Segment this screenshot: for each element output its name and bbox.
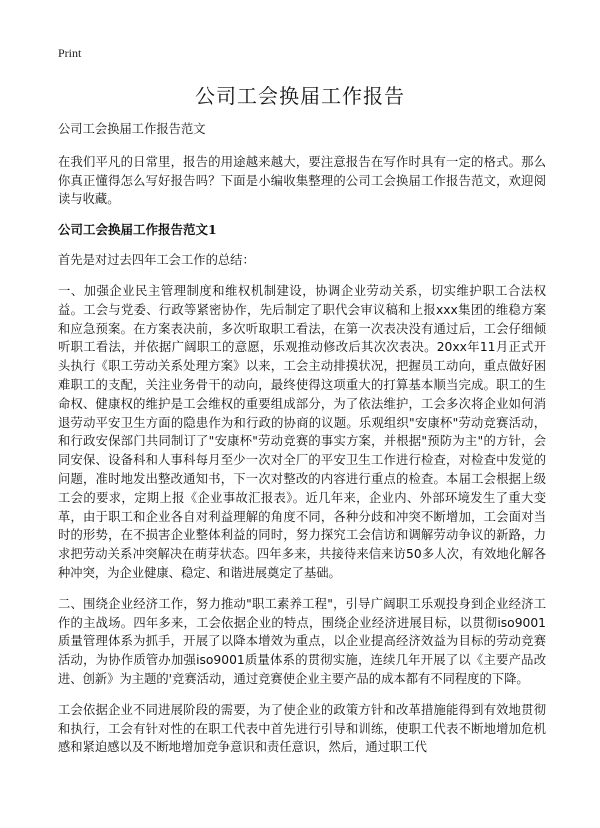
intro-paragraph: 在我们平凡的日常里，报告的用途越来越大，要注意报告在写作时具有一定的格式。那么你真正懂得怎么写好报告吗？下面是小编收集整理的公司工会换届工作报告范文，欢迎阅读与收藏。: [58, 154, 546, 207]
section-heading: 公司工会换届工作报告范文1: [58, 222, 217, 238]
document-body: [58, 120, 546, 769]
document-subtitle: 公司工会换届工作报告范文: [58, 122, 206, 136]
body-paragraph-1: 一、加强企业民主管理制度和维权机制建设，协调企业劳动关系，切实维护职工合法权益。工会与党委、行政等紧密协作，先后制定了职代会审议稿和上报xxx集团的维稳方案和应急预案。在方案表决前，多次听取职工看法，在第一次表决没有通过后，工会仔细倾听职工看法，并依据广阔职工的意愿，乐观推动修改后其次次表决。20xx年11月正式开头执行《职工劳动关系处理方案》以来，工会主动排摸状况，把握员工动向，重点做好困难职工的支配，关注业务骨干的动向，最终使得这项重大的打算基本顺当完成。职工的生命权、健康权的维护是工会维权的重要组成部分，为了依法维护，工会多次将企业如何消退劳动平安卫生方面的隐患作为和行政的协商的议题。乐观组织"安康杯"劳动竞赛活动，和行政安保部门共同制订了"安康杯"劳动竞赛的事实方案，并根据"预防为主"的方针，会同安保、设备科和人事科每月至少一次对全厂的平安卫生工作进行检查，对检查中发觉的问题，准时地发出整改通知书，下一次对整改的内容进行重点的检查。本届工会根据上级工会的要求，定期上报《企业事故汇报表》。近几年来，企业内、外部环境发生了重大变革，由于职工和企业各自对利益理解的角度不同，各种分歧和冲突不断增加，工会面对当时的形势，在不损害企业整体利益的同时，努力探究工会信访和调解劳动争议的新路，力求把劳动关系冲突解决在萌芽状态。四年多来，共接待来信来访50多人次，有效地化解各种冲突，为企业健康、稳定、和谐进展奠定了基础。: [58, 283, 546, 580]
page-title: 公司工会换届工作报告: [195, 84, 405, 108]
body-paragraph-2: 二、围绕企业经济工作，努力推动"职工素养工程"，引导广阔职工乐观投身到企业经济工作的主战场。四年多来，工会依据企业的特点，围绕企业经济进展目标，以贯彻iso9001质量管理体系为抓手，开展了以降本增效为重点，以企业提高经济效益为目标的劳动竞赛活动，为协作质管办加强iso9001质量体系的贯彻实施，连续几年开展了以《主要产品改进、创新》为主题的'竞赛活动，通过竞赛使企业主要产品的成本都有不同程度的下降。: [58, 596, 546, 686]
body-paragraph-3: 工会依据企业不同进展阶段的需要，为了使企业的政策方针和改革措施能得到有效地贯彻和执行，工会有针对性的在职工代表中首先进行引导和训练，使职工代表不断地增加危机感和紧迫感以及不断地增加竞争意识和责任意识，然后，通过职工代: [58, 702, 546, 755]
lead-paragraph: 首先是对过去四年工会工作的总结：: [58, 253, 255, 268]
print-label: Print: [58, 46, 82, 60]
